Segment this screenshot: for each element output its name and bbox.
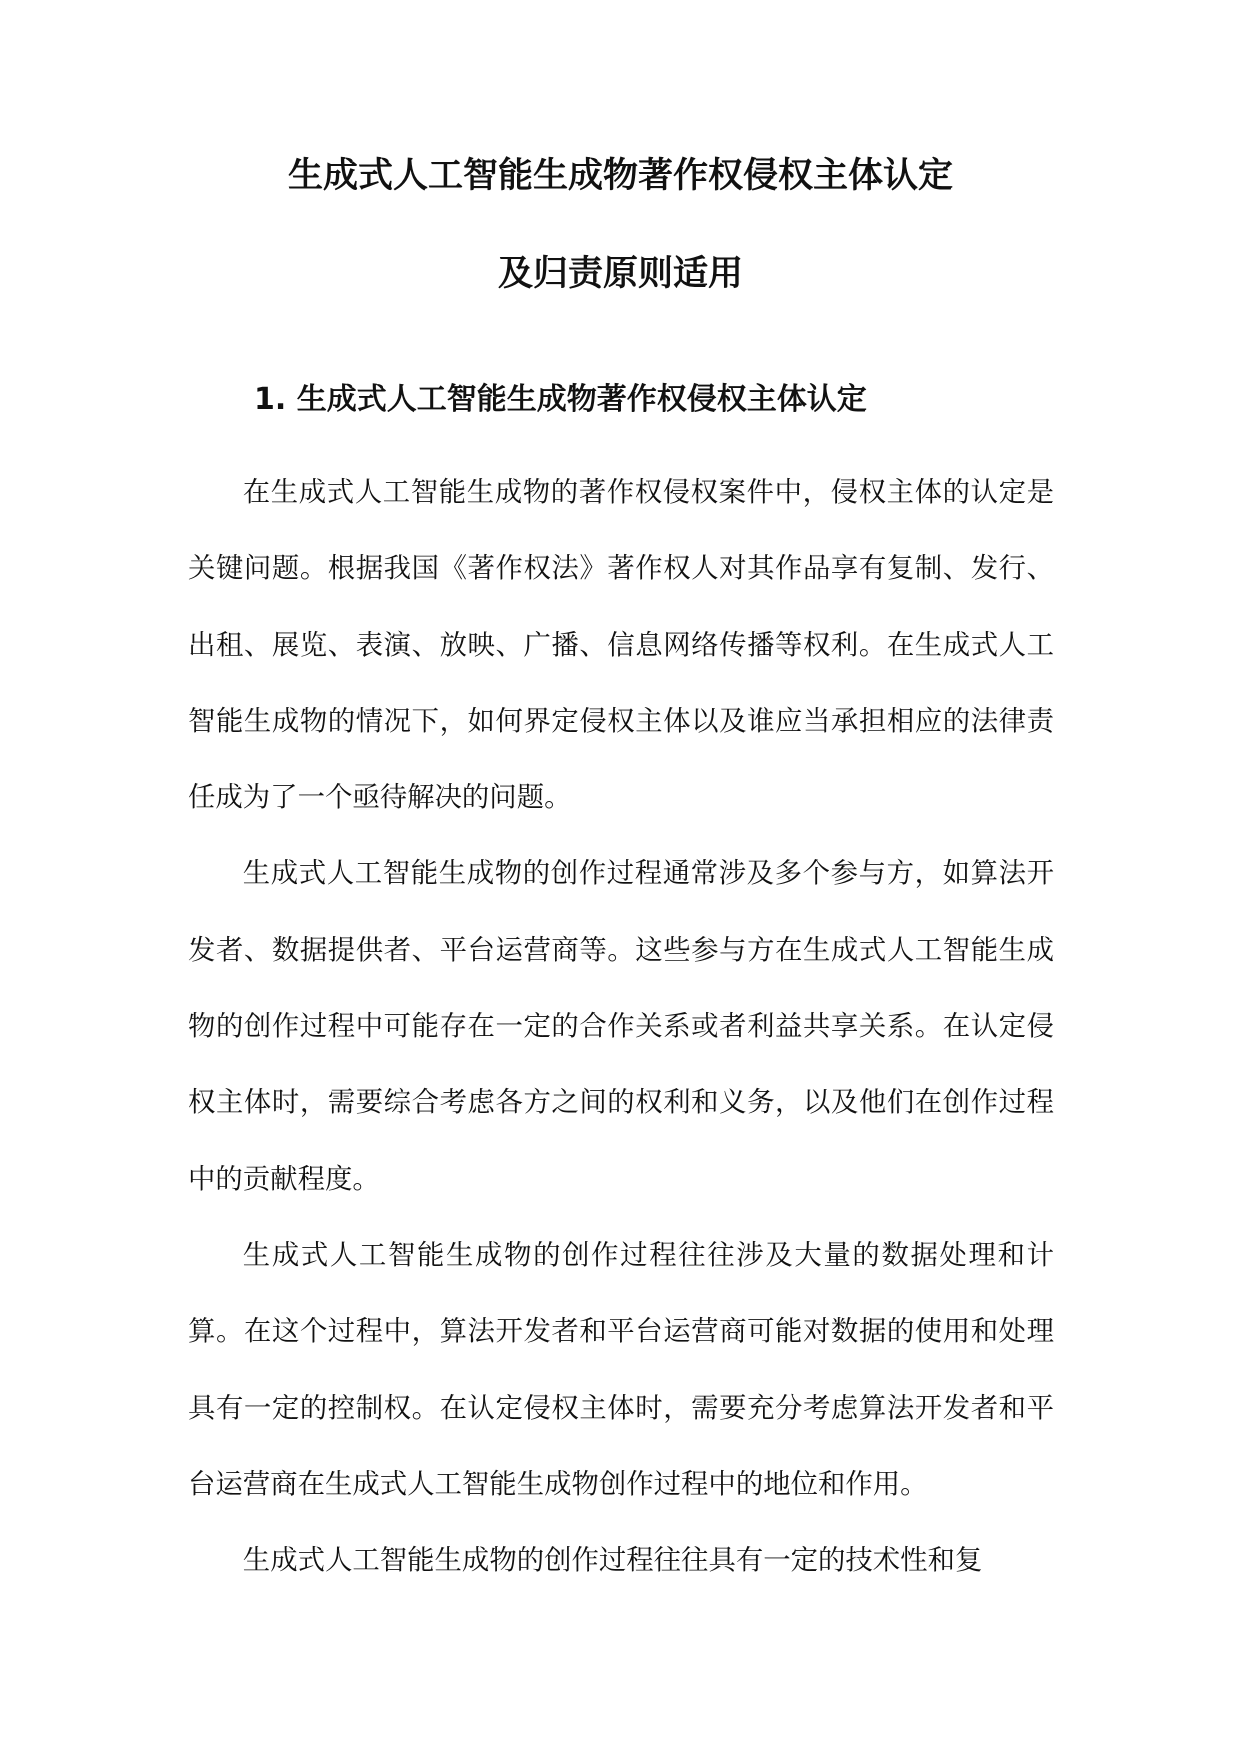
document-title-line-1: 生成式人工智能生成物著作权侵权主体认定 — [287, 156, 953, 196]
paragraph-4: 生成式人工智能生成物的创作过程往往具有一定的技术性和复 — [242, 1545, 983, 1577]
paragraph-1: 在生成式人工智能生成物的著作权侵权案件中，侵权主体的认定是关键问题。根据我国《著作权法》著作权人对其作品享有复制、发行、出租、展览、表演、放映、广播、信息网络传播等权利。在生成式人工智能生成物的情况下，如何界定侵权主体以及谁应当承担相应的法律责任成为了一个亟待解决的问题。 — [188, 477, 1054, 814]
paragraph-2: 生成式人工智能生成物的创作过程通常涉及多个参与方，如算法开发者、数据提供者、平台运营商等。这些参与方在生成式人工智能生成物的创作过程中可能存在一定的合作关系或者利益共享关系。在认定侵权主体时，需要综合考虑各方之间的权利和义务，以及他们在创作过程中的贡献程度。 — [188, 858, 1054, 1195]
document-title-line-2: 及归责原则适用 — [497, 254, 743, 294]
section-heading: 1. 生成式人工智能生成物著作权侵权主体认定 — [254, 382, 867, 417]
body-text — [188, 455, 1054, 1599]
paragraph-3: 生成式人工智能生成物的创作过程往往涉及大量的数据处理和计算。在这个过程中，算法开发者和平台运营商可能对数据的使用和处理具有一定的控制权。在认定侵权主体时，需要充分考虑算法开发者和平台运营商在生成式人工智能生成物创作过程中的地位和作用。 — [188, 1239, 1054, 1500]
